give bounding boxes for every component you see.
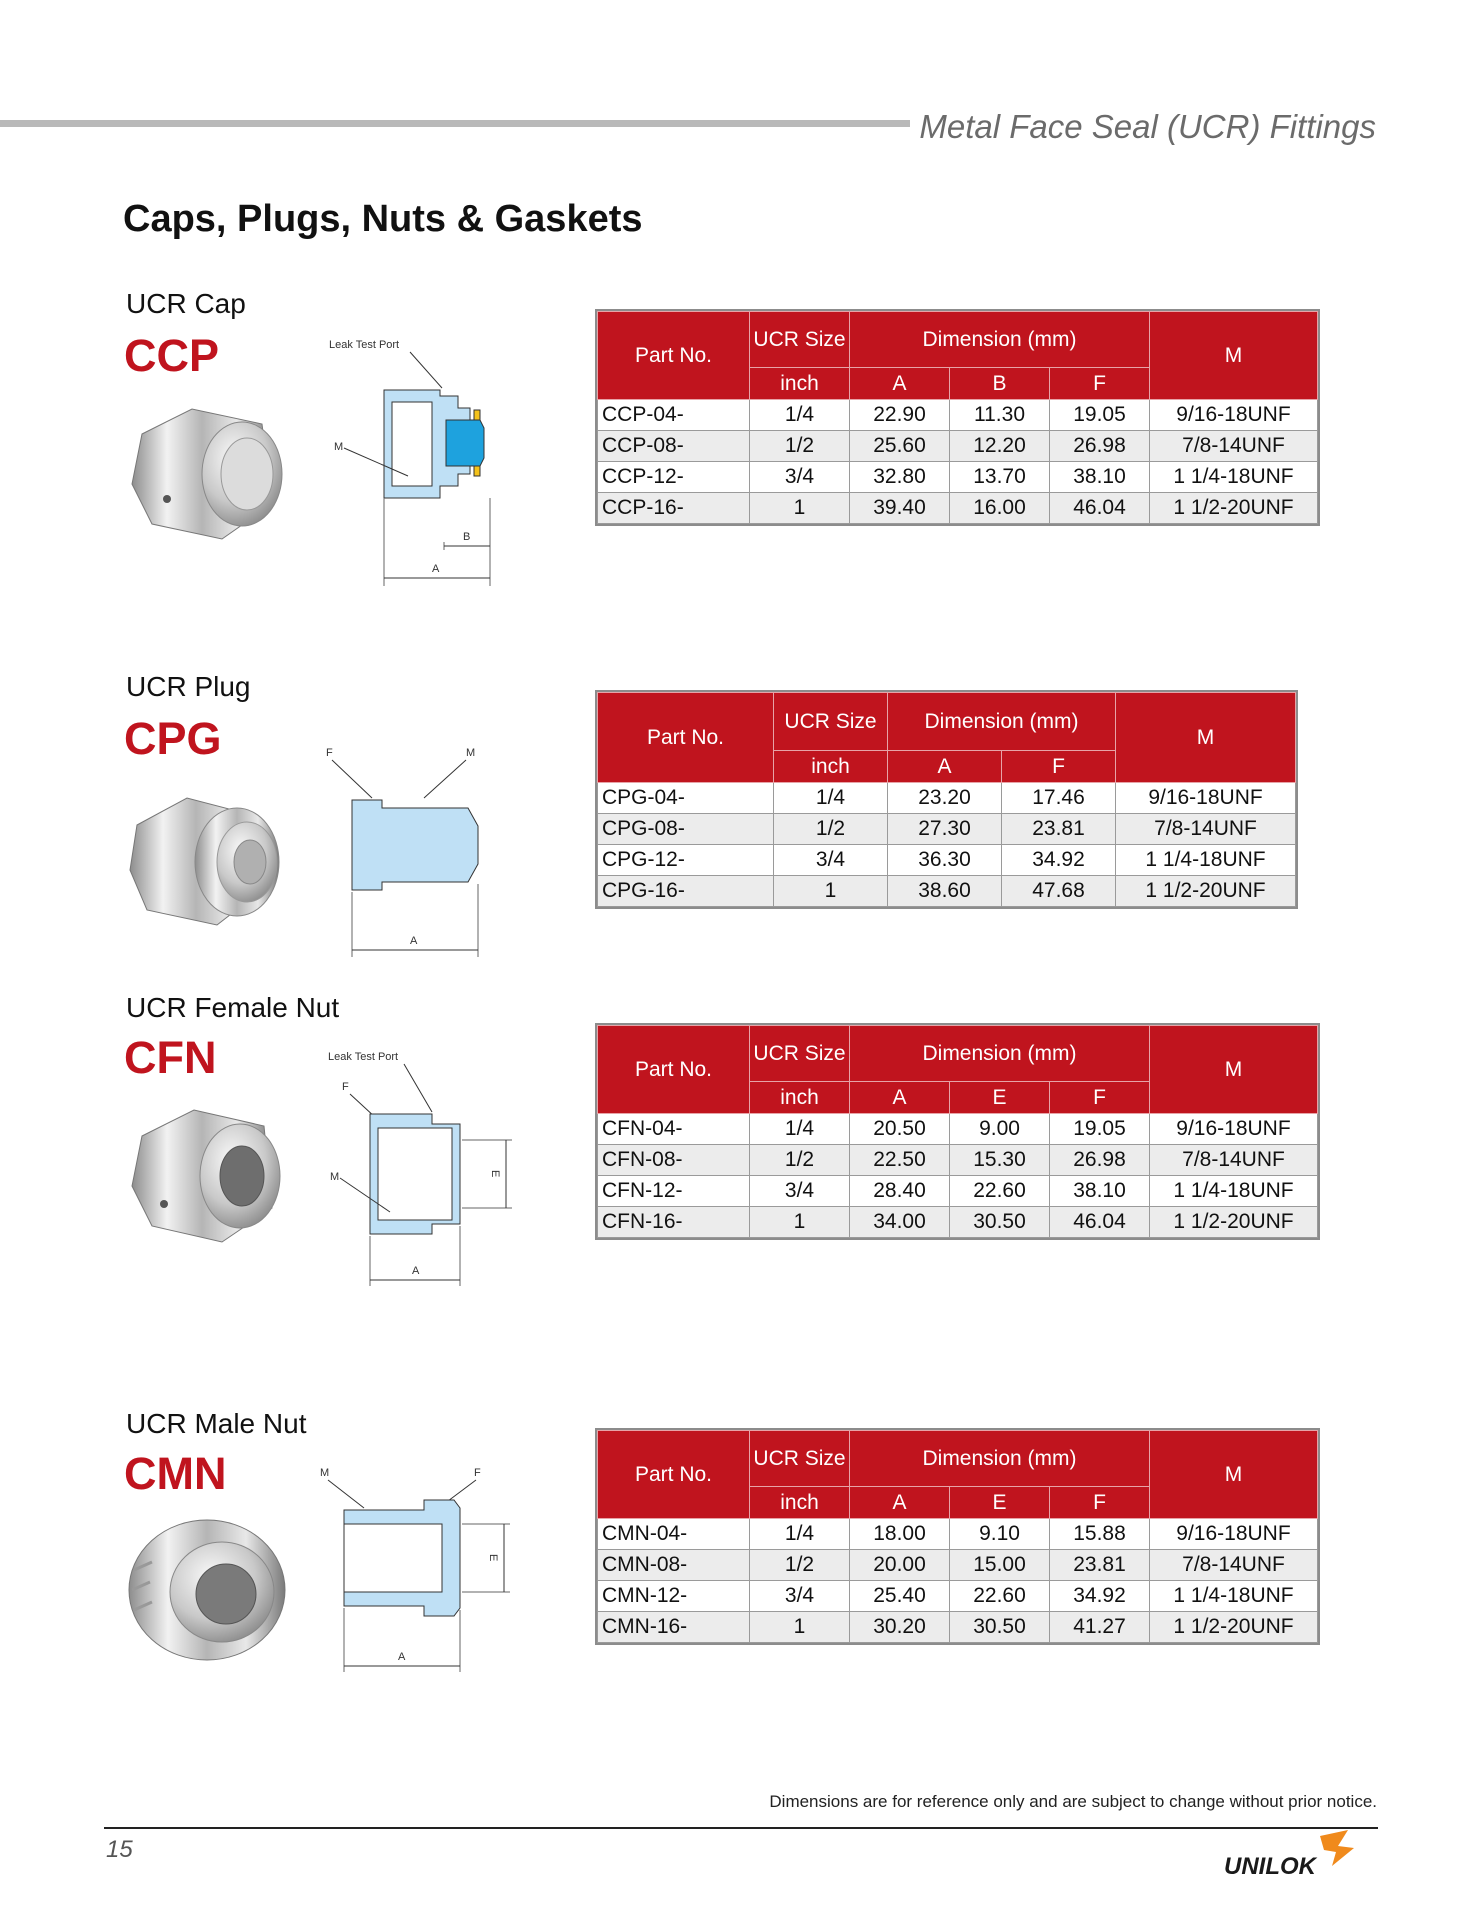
section-code: CFN [124, 1032, 217, 1083]
page-title: Caps, Plugs, Nuts & Gaskets [123, 198, 643, 240]
table-row [598, 1612, 1318, 1643]
cell: 26.98 [1050, 431, 1150, 462]
col-ucr-size: UCR Size [750, 312, 850, 368]
cpg-spec-table [597, 692, 1296, 907]
cell: 15.88 [1050, 1519, 1150, 1550]
cell: 9/16-18UNF [1150, 400, 1318, 431]
col-dim: A [888, 751, 1002, 783]
cell: CCP-12- [598, 462, 750, 493]
cell: 7/8-14UNF [1116, 814, 1296, 845]
cell: 22.60 [950, 1176, 1050, 1207]
cell: 18.00 [850, 1519, 950, 1550]
cell: CPG-16- [598, 876, 774, 907]
cell: 9/16-18UNF [1150, 1114, 1318, 1145]
col-part-no: Part No. [598, 1431, 750, 1519]
cell: 1 [750, 1207, 850, 1238]
col-dimension: Dimension (mm) [888, 693, 1116, 751]
col-m: M [1150, 1026, 1318, 1114]
col-ucr-size: UCR Size [750, 1026, 850, 1082]
cell: 1 [750, 1612, 850, 1643]
cell: 1 1/2-20UNF [1116, 876, 1296, 907]
cell: CFN-16- [598, 1207, 750, 1238]
col-dim: A [850, 1487, 950, 1519]
cell: 9.00 [950, 1114, 1050, 1145]
cell: 1/2 [774, 814, 888, 845]
cell: 22.50 [850, 1145, 950, 1176]
cell: 39.40 [850, 493, 950, 524]
header-rule [0, 120, 910, 127]
col-dimension: Dimension (mm) [850, 1431, 1150, 1487]
col-unit: inch [750, 1082, 850, 1114]
b-label: B [463, 531, 471, 543]
cell: CMN-04- [598, 1519, 750, 1550]
a-label: A [398, 1651, 406, 1663]
cell: CMN-12- [598, 1581, 750, 1612]
cmn-spec-table [597, 1430, 1318, 1643]
cell: 3/4 [750, 1176, 850, 1207]
cell: 26.98 [1050, 1145, 1150, 1176]
m-label: M [320, 1467, 330, 1479]
cell: 19.05 [1050, 1114, 1150, 1145]
ccp-spec-table [597, 311, 1318, 524]
cell: 30.50 [950, 1207, 1050, 1238]
a-label: A [432, 563, 440, 575]
col-dim: A [850, 1082, 950, 1114]
cell: 19.05 [1050, 400, 1150, 431]
cell: 3/4 [774, 845, 888, 876]
cell: 22.90 [850, 400, 950, 431]
section-label: UCR Plug [126, 671, 251, 702]
logo-mark-icon [1320, 1830, 1354, 1866]
cell: 13.70 [950, 462, 1050, 493]
section-code: CMN [124, 1448, 227, 1499]
cell: 15.00 [950, 1550, 1050, 1581]
col-part-no: Part No. [598, 693, 774, 783]
cell: 34.00 [850, 1207, 950, 1238]
cfn-spec-table [597, 1025, 1318, 1238]
col-dim: F [1050, 1082, 1150, 1114]
cell: 20.50 [850, 1114, 950, 1145]
table-row [598, 493, 1318, 524]
cell: CCP-16- [598, 493, 750, 524]
m-label: M [334, 441, 344, 453]
col-dim: F [1050, 1487, 1150, 1519]
col-dim: F [1050, 368, 1150, 400]
female-nut-drawing [320, 1048, 520, 1288]
col-unit: inch [774, 751, 888, 783]
page-number: 15 [106, 1836, 133, 1863]
cell: 1 1/4-18UNF [1150, 1581, 1318, 1612]
table-row [598, 400, 1318, 431]
section-code: CCP [124, 330, 220, 381]
cell: 1/2 [750, 431, 850, 462]
col-part-no: Part No. [598, 1026, 750, 1114]
cell: 7/8-14UNF [1150, 1145, 1318, 1176]
table-row [598, 431, 1318, 462]
table-row [598, 783, 1296, 814]
col-part-no: Part No. [598, 312, 750, 400]
cell: CFN-08- [598, 1145, 750, 1176]
m-label: M [330, 1171, 340, 1183]
cell: 3/4 [750, 1581, 850, 1612]
col-m: M [1150, 312, 1318, 400]
unilok-logo [1220, 1826, 1360, 1882]
cell: 11.30 [950, 400, 1050, 431]
f-label: F [474, 1467, 481, 1479]
cell: 9.10 [950, 1519, 1050, 1550]
col-dimension: Dimension (mm) [850, 312, 1150, 368]
footnote: Dimensions are for reference only and are subject to change without prior notice. [769, 1792, 1377, 1811]
leak-test-port-label: Leak Test Port [329, 339, 400, 351]
cell: 38.10 [1050, 1176, 1150, 1207]
cell: 1 1/2-20UNF [1150, 1207, 1318, 1238]
col-dim: F [1002, 751, 1116, 783]
cell: 9/16-18UNF [1150, 1519, 1318, 1550]
col-dim: A [850, 368, 950, 400]
e-label: E [487, 1554, 499, 1562]
cap-drawing [320, 336, 520, 586]
cell: 38.60 [888, 876, 1002, 907]
cell: 23.20 [888, 783, 1002, 814]
footer-rule [104, 1827, 1378, 1829]
cell: 20.00 [850, 1550, 950, 1581]
cell: 1 1/2-20UNF [1150, 493, 1318, 524]
cell: 1/4 [774, 783, 888, 814]
section-label: UCR Female Nut [126, 992, 340, 1023]
cell: 1 1/2-20UNF [1150, 1612, 1318, 1643]
cell: 1 1/4-18UNF [1116, 845, 1296, 876]
cap-photo [122, 394, 292, 554]
cell: 1 [750, 493, 850, 524]
logo-text: UNILOK [1224, 1853, 1316, 1880]
cell: 16.00 [950, 493, 1050, 524]
table-row [598, 1145, 1318, 1176]
section-label: UCR Male Nut [126, 1408, 307, 1439]
cell: 1 1/4-18UNF [1150, 1176, 1318, 1207]
cell: 46.04 [1050, 493, 1150, 524]
cell: 1/2 [750, 1145, 850, 1176]
table-row [598, 814, 1296, 845]
col-dim: E [950, 1487, 1050, 1519]
cell: 1/4 [750, 1114, 850, 1145]
female-nut-photo [122, 1096, 292, 1256]
col-m: M [1150, 1431, 1318, 1519]
cell: 34.92 [1050, 1581, 1150, 1612]
cell: 9/16-18UNF [1116, 783, 1296, 814]
cell: 1 [774, 876, 888, 907]
cell: 25.40 [850, 1581, 950, 1612]
cell: CFN-04- [598, 1114, 750, 1145]
cell: 41.27 [1050, 1612, 1150, 1643]
cell: 25.60 [850, 431, 950, 462]
cell: 38.10 [1050, 462, 1150, 493]
table-row [598, 1519, 1318, 1550]
cell: 47.68 [1002, 876, 1116, 907]
table-row [598, 462, 1318, 493]
cell: CCP-08- [598, 431, 750, 462]
section-code: CPG [124, 713, 222, 764]
col-ucr-size: UCR Size [750, 1431, 850, 1487]
f-label: F [342, 1081, 349, 1093]
plug-photo [122, 780, 292, 940]
cell: 23.81 [1050, 1550, 1150, 1581]
cell: CFN-12- [598, 1176, 750, 1207]
table-row [598, 1550, 1318, 1581]
cell: 3/4 [750, 462, 850, 493]
cell: 1/2 [750, 1550, 850, 1581]
plug-drawing [320, 742, 500, 957]
cell: 34.92 [1002, 845, 1116, 876]
cell: CCP-04- [598, 400, 750, 431]
col-dim: B [950, 368, 1050, 400]
col-dimension: Dimension (mm) [850, 1026, 1150, 1082]
col-unit: inch [750, 1487, 850, 1519]
cell: 46.04 [1050, 1207, 1150, 1238]
cell: 23.81 [1002, 814, 1116, 845]
cell: CPG-08- [598, 814, 774, 845]
cell: 27.30 [888, 814, 1002, 845]
cell: 32.80 [850, 462, 950, 493]
cell: CMN-08- [598, 1550, 750, 1581]
col-m: M [1116, 693, 1296, 783]
cell: 7/8-14UNF [1150, 1550, 1318, 1581]
leak-test-port-label: Leak Test Port [328, 1051, 399, 1063]
cell: 1 1/4-18UNF [1150, 462, 1318, 493]
cell: 12.20 [950, 431, 1050, 462]
cell: CPG-04- [598, 783, 774, 814]
cell: 36.30 [888, 845, 1002, 876]
cell: 1/4 [750, 1519, 850, 1550]
a-label: A [410, 935, 418, 947]
table-row [598, 845, 1296, 876]
table-row [598, 876, 1296, 907]
cell: 7/8-14UNF [1150, 431, 1318, 462]
cell: 30.20 [850, 1612, 950, 1643]
header-title: Metal Face Seal (UCR) Fittings [919, 108, 1376, 145]
cell: 15.30 [950, 1145, 1050, 1176]
cell: CPG-12- [598, 845, 774, 876]
a-label: A [412, 1265, 420, 1277]
e-label: E [489, 1170, 501, 1178]
table-row [598, 1176, 1318, 1207]
cell: 22.60 [950, 1581, 1050, 1612]
col-dim: E [950, 1082, 1050, 1114]
m-label: M [466, 747, 476, 759]
col-unit: inch [750, 368, 850, 400]
cell: 1/4 [750, 400, 850, 431]
male-nut-drawing [320, 1464, 520, 1674]
cell: 30.50 [950, 1612, 1050, 1643]
table-row [598, 1207, 1318, 1238]
f-label: F [326, 747, 333, 759]
male-nut-photo [122, 1510, 292, 1670]
cell: 28.40 [850, 1176, 950, 1207]
cell: CMN-16- [598, 1612, 750, 1643]
cell: 17.46 [1002, 783, 1116, 814]
section-label: UCR Cap [126, 288, 246, 319]
table-row [598, 1581, 1318, 1612]
table-row [598, 1114, 1318, 1145]
col-ucr-size: UCR Size [774, 693, 888, 751]
